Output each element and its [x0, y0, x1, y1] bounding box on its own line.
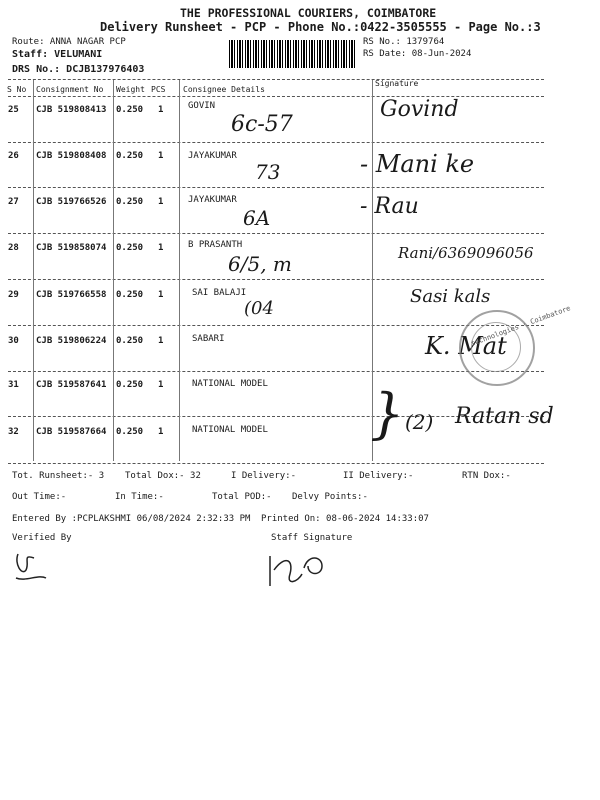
row-consignment-no: CJB 519587664	[36, 427, 107, 437]
route-label: Route: ANNA NAGAR PCP	[12, 37, 126, 47]
col-consignee: Consignee Details	[183, 85, 265, 94]
row-handwritten-note: 6c-57	[231, 112, 293, 137]
rs-number: RS No.: 1379764	[363, 37, 445, 47]
col-weight: Weight	[116, 85, 145, 94]
column-divider	[33, 80, 34, 461]
row-consignment-no: CJB 519858074	[36, 243, 107, 253]
row-consignee: SAI BALAJI	[192, 288, 247, 298]
row-rule	[8, 233, 544, 234]
row-consignee: NATIONAL MODEL	[192, 379, 268, 389]
column-divider	[113, 80, 114, 461]
row-pcs: 1	[158, 151, 164, 161]
total-pod: Total POD:-	[212, 492, 272, 502]
row-weight: 0.250	[116, 105, 144, 115]
row-consignment-no: CJB 519806224	[36, 336, 107, 346]
row-signature: Ratan sd	[455, 404, 554, 429]
row-signature: - Rau	[360, 194, 419, 219]
row-weight: 0.250	[116, 243, 144, 253]
printed-on: Printed On: 08-06-2024 14:33:07	[261, 514, 429, 524]
row-pcs: 1	[158, 290, 164, 300]
table-bottom-rule	[8, 463, 544, 464]
row-consignment-no: CJB 519766526	[36, 197, 107, 207]
row-handwritten-note: (04	[244, 298, 274, 319]
i-delivery: I Delivery:-	[231, 471, 297, 481]
handwritten-bracket: }	[370, 382, 405, 445]
staff-label: Staff: VELUMANI	[12, 49, 103, 60]
table-top-rule	[8, 79, 544, 80]
row-rule	[8, 142, 544, 143]
row-consignment-no: CJB 519808408	[36, 151, 107, 161]
row-signature: Sasi kals	[410, 286, 491, 307]
row-weight: 0.250	[116, 197, 144, 207]
entered-by: Entered By :PCPLAKSHMI 06/08/2024 2:32:33 PM	[12, 514, 251, 524]
stamp-text: technologies · Coimbatore	[469, 304, 572, 348]
total-runsheet: Tot. Runsheet:- 3	[12, 471, 105, 481]
handwritten-mark: (2)	[405, 410, 434, 434]
staff-signature	[264, 548, 328, 592]
delvy-points: Delvy Points:-	[292, 492, 368, 502]
drs-number: DRS No.: DCJB137976403	[12, 64, 145, 75]
row-sno: 30	[8, 336, 19, 346]
row-pcs: 1	[158, 197, 164, 207]
row-consignee: GOVIN	[188, 101, 216, 111]
company-name: THE PROFESSIONAL COURIERS, COIMBATORE	[180, 6, 437, 20]
row-signature: K. Mat	[425, 332, 507, 360]
row-sno: 32	[8, 427, 19, 437]
row-consignee: B PRASANTH	[188, 240, 243, 250]
row-signature: - Mani ke	[360, 150, 475, 178]
row-rule	[8, 187, 544, 188]
row-weight: 0.250	[116, 380, 144, 390]
row-consignment-no: CJB 519766558	[36, 290, 107, 300]
col-consignment: Consignment No	[36, 85, 104, 94]
runsheet-title: Delivery Runsheet - PCP - Phone No.:0422-3505555 - Page No.:3	[100, 20, 541, 34]
col-signature: Signature	[375, 79, 419, 88]
row-pcs: 1	[158, 105, 164, 115]
row-weight: 0.250	[116, 290, 144, 300]
row-pcs: 1	[158, 336, 164, 346]
staff-signature-label: Staff Signature	[271, 533, 353, 543]
col-pcs: PCS	[151, 85, 166, 94]
row-consignee: SABARI	[192, 334, 225, 344]
row-consignee: JAYAKUMAR	[188, 195, 237, 205]
rs-date: RS Date: 08-Jun-2024	[363, 49, 472, 59]
row-pcs: 1	[158, 427, 164, 437]
row-sno: 27	[8, 197, 19, 207]
row-handwritten-note: 73	[255, 160, 281, 184]
row-pcs: 1	[158, 380, 164, 390]
in-time: In Time:-	[115, 492, 164, 502]
barcode	[229, 40, 357, 68]
col-sno: S No	[7, 85, 27, 94]
row-handwritten-note: 6/5, m	[228, 252, 292, 276]
row-signature: Govind	[380, 97, 459, 122]
row-weight: 0.250	[116, 336, 144, 346]
header-rule	[8, 96, 544, 97]
row-rule	[8, 279, 544, 280]
row-rule	[8, 371, 544, 372]
row-consignment-no: CJB 519587641	[36, 380, 107, 390]
verified-by-label: Verified By	[12, 533, 72, 543]
row-weight: 0.250	[116, 427, 144, 437]
ii-delivery: II Delivery:-	[343, 471, 414, 481]
row-sno: 26	[8, 151, 19, 161]
verifier-signature	[12, 548, 52, 584]
row-rule	[8, 325, 544, 326]
row-sno: 31	[8, 380, 19, 390]
out-time: Out Time:-	[12, 492, 67, 502]
row-consignment-no: CJB 519808413	[36, 105, 107, 115]
row-handwritten-note: 6A	[243, 206, 271, 230]
row-signature: Rani/6369096056	[398, 244, 534, 262]
rtn-dox: RTN Dox:-	[462, 471, 511, 481]
column-divider	[179, 80, 180, 461]
row-consignee: NATIONAL MODEL	[192, 425, 268, 435]
row-consignee: JAYAKUMAR	[188, 151, 237, 161]
row-sno: 25	[8, 105, 19, 115]
row-sno: 28	[8, 243, 19, 253]
total-dox: Total Dox:- 32	[125, 471, 201, 481]
row-sno: 29	[8, 290, 19, 300]
row-weight: 0.250	[116, 151, 144, 161]
row-pcs: 1	[158, 243, 164, 253]
